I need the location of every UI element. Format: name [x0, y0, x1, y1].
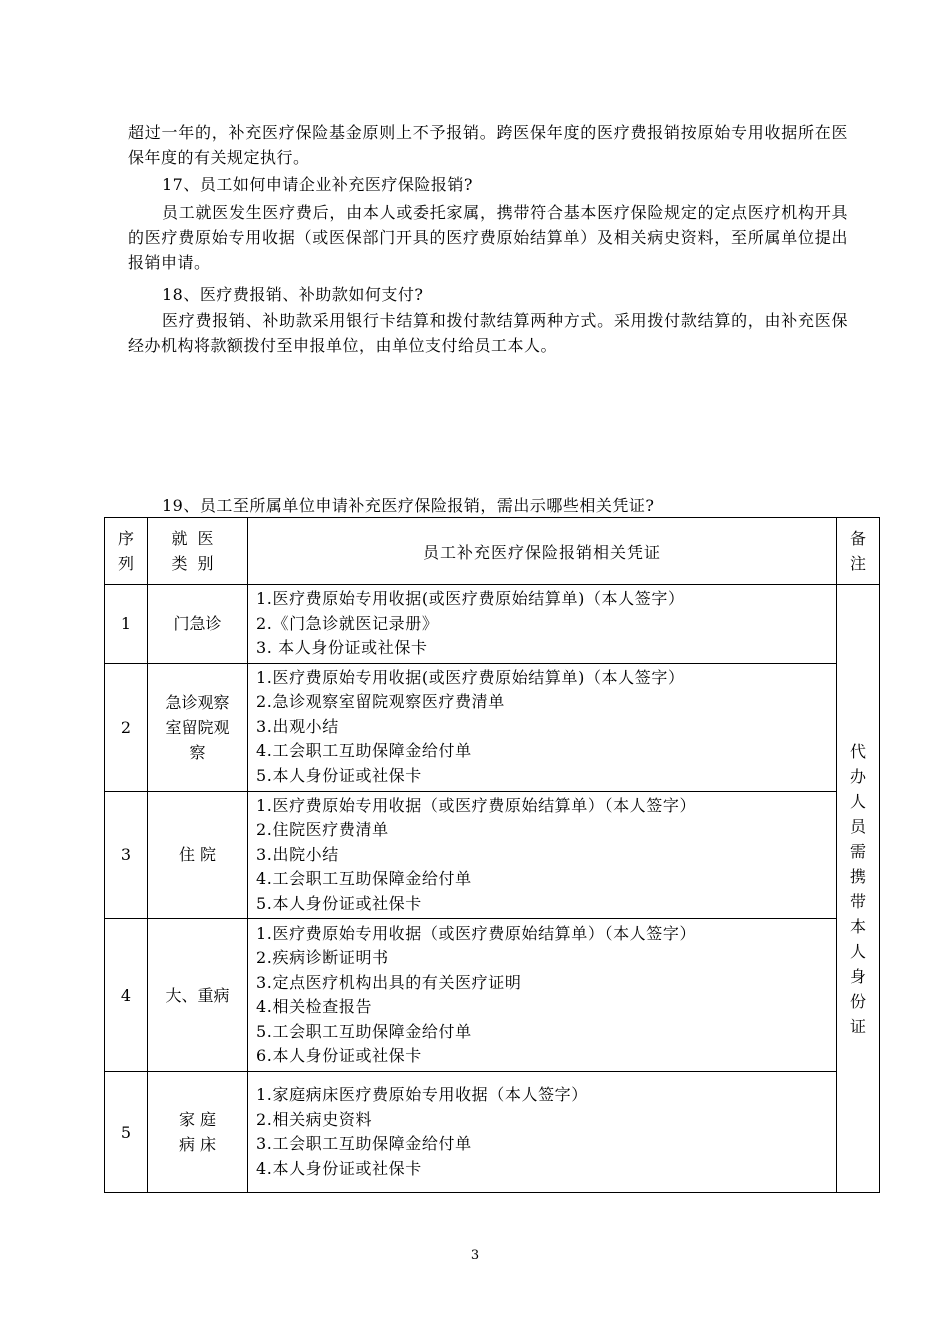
certificate-item: 2.相关病史资料 [256, 1109, 373, 1129]
certificate-item: 4.工会职工互助保障金给付单 [256, 869, 472, 888]
certificate-item: 3.出观小结 [256, 716, 339, 736]
row-category [148, 663, 248, 791]
header-text: 就医 [171, 529, 224, 548]
row-serial: 4 [105, 919, 148, 1072]
certificate-item: 2.住院医疗费清单 [256, 820, 389, 839]
remarks-cell [837, 585, 880, 1193]
row-certificate-list [248, 919, 837, 1072]
certificate-item: 1.医疗费原始专用收据（或医疗费原始结算单）（本人签字） [256, 795, 697, 815]
certificate-table [104, 517, 880, 1193]
certificate-item: 3. 本人身份证或社保卡 [256, 638, 428, 657]
header-text: 注 [849, 554, 866, 573]
certificate-item: 4.本人身份证或社保卡 [256, 1158, 422, 1178]
row-certificate-list [248, 1072, 837, 1193]
row-category [148, 919, 248, 1072]
row-serial: 2 [105, 663, 148, 791]
header-text: 备 [849, 529, 866, 548]
question-17 [128, 172, 848, 197]
category-line: 门急诊 [173, 614, 222, 634]
certificate-item: 3.出院小结 [256, 844, 339, 864]
certificate-item: 2.急诊观察室留院观察医疗费清单 [256, 692, 505, 712]
table-caption: 19、员工至所属单位申请补充医疗保险报销，需出示哪些相关凭证? [162, 496, 655, 515]
table-row [105, 791, 880, 919]
certificate-item: 1.家庭病床医疗费原始专用收据（本人签字） [256, 1085, 588, 1104]
paragraph-text: 超过一年的，补充医疗保险基金原则上不予报销。跨医保年度的医疗费报销按原始专用收据所在医保年度的有关规定执行。 [128, 123, 848, 167]
certificate-item: 1.医疗费原始专用收据(或医疗费原始结算单)（本人签字） [256, 589, 685, 608]
category-line: 大、重病 [165, 985, 230, 1005]
category-line: 察 [189, 742, 206, 762]
header-text: 列 [117, 554, 134, 573]
certificate-item: 2.疾病诊断证明书 [256, 948, 389, 967]
certificate-item: 5.工会职工互助保障金给付单 [256, 1021, 472, 1041]
certificate-item: 3.定点医疗机构出具的有关医疗证明 [256, 972, 522, 992]
header-text: 类别 [171, 554, 224, 573]
certificate-item: 5.本人身份证或社保卡 [256, 893, 422, 913]
category-line: 住 院 [178, 845, 217, 865]
paragraph-continuation [128, 120, 848, 170]
header-remarks [837, 518, 880, 585]
question-18 [128, 282, 848, 307]
certificate-item: 4.工会职工互助保障金给付单 [256, 741, 472, 761]
header-certificates: 员工补充医疗保险报销相关凭证 [248, 518, 837, 585]
header-category [148, 518, 248, 585]
question-text: 18、医疗费报销、补助款如何支付? [162, 285, 424, 304]
row-category [148, 585, 248, 664]
row-certificate-list [248, 585, 837, 664]
certificate-item: 3.工会职工互助保障金给付单 [256, 1134, 472, 1153]
row-category [148, 1072, 248, 1193]
answer-text: 员工就医发生医疗费后，由本人或委托家属，携带符合基本医疗保险规定的定点医疗机构开具的医疗费原始专用收据（或医保部门开具的医疗费原始结算单）及相关病史资料，至所属单位提出报销申请。 [128, 203, 848, 272]
table-row [105, 585, 880, 664]
question-text: 17、员工如何申请企业补充医疗保险报销? [162, 175, 473, 194]
row-serial: 3 [105, 791, 148, 919]
header-text: 序 [117, 529, 134, 548]
certificate-item: 5.本人身份证或社保卡 [256, 765, 422, 785]
remarks-text: 代办人员需携带本人身份证 [849, 741, 866, 1036]
row-category [148, 791, 248, 919]
certificate-item: 1.医疗费原始专用收据（或医疗费原始结算单）（本人签字） [256, 923, 697, 943]
category-line: 病 床 [178, 1135, 217, 1154]
answer-text: 医疗费报销、补助款采用银行卡结算和拨付款结算两种方式。采用拨付款结算的，由补充医保经办机构将款额拨付至申报单位，由单位支付给员工本人。 [128, 311, 848, 355]
row-serial: 1 [105, 585, 148, 664]
table-row [105, 919, 880, 1072]
category-line: 家 庭 [178, 1110, 217, 1129]
certificate-item: 1.医疗费原始专用收据(或医疗费原始结算单)（本人签字） [256, 667, 685, 687]
page-number: 3 [470, 1248, 480, 1263]
header-serial [105, 518, 148, 585]
table-row [105, 1072, 880, 1193]
category-line: 室留院观 [165, 717, 230, 737]
certificate-item: 6.本人身份证或社保卡 [256, 1046, 422, 1065]
certificate-item: 4.相关检查报告 [256, 997, 373, 1016]
table-row [105, 663, 880, 791]
answer-18 [128, 308, 848, 358]
row-serial: 5 [105, 1072, 148, 1193]
certificate-item: 2.《门急诊就医记录册》 [256, 613, 439, 633]
row-certificate-list [248, 791, 837, 919]
category-line: 急诊观察 [165, 692, 230, 712]
row-certificate-list [248, 663, 837, 791]
table-header-row [105, 518, 880, 585]
answer-17 [128, 200, 848, 275]
